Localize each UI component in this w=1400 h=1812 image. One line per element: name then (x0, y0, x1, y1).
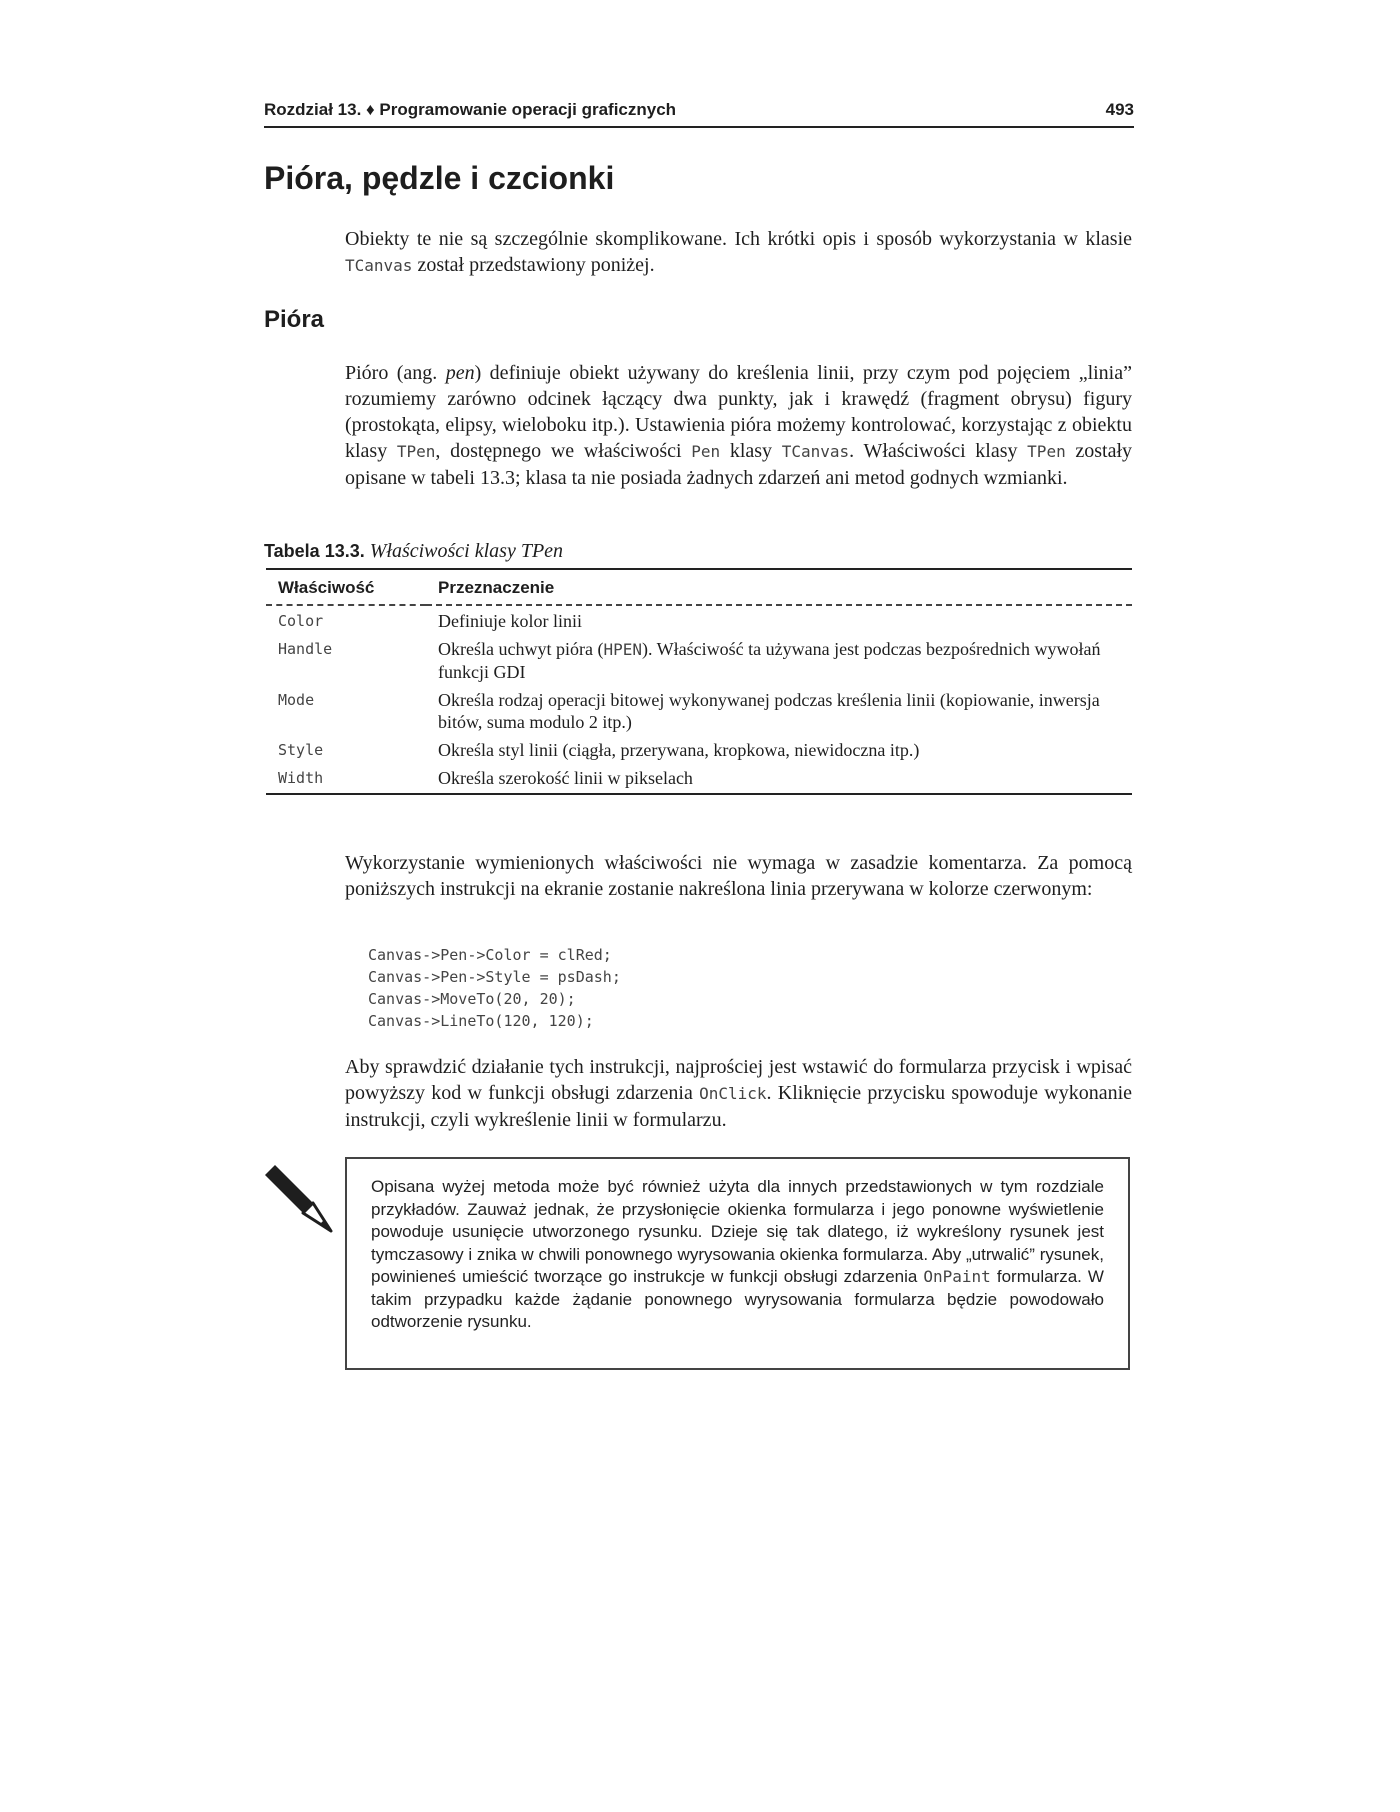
table-row (266, 605, 1132, 634)
column-header-purpose: Przeznaczenie (438, 578, 555, 597)
code-line: Canvas->MoveTo(20, 20); (368, 990, 576, 1008)
pencil-icon (263, 1163, 333, 1233)
table-row (266, 685, 1132, 735)
page-number: 493 (1105, 100, 1134, 119)
table-caption-label: Tabela 13.3. (264, 541, 365, 561)
paragraph-text: . Właściwości klasy (849, 440, 1028, 462)
table-row (266, 735, 1132, 763)
purpose-cell: Określa rodzaj operacji bitowej wykonywanej podczas kreślenia linii (kopiowanie, inwersja bitów, suma modulo 2 itp.) (438, 690, 1100, 732)
note-box (345, 1157, 1130, 1370)
paragraph-text: zostały opisane w tabeli 13.3; klasa ta nie posiada żadnych zdarzeń ani metod godnych wzmianki. (345, 440, 1133, 489)
note-text (371, 1176, 1104, 1334)
inline-code: Pen (691, 442, 721, 461)
paragraph-text: . Kliknięcie przycisku spowoduje wykonanie instrukcji, czyli wykreślenie linii w formularzu. (345, 1082, 1133, 1131)
table-row (266, 634, 1132, 685)
pen-paragraph (345, 360, 1132, 491)
after-table-paragraph: Wykorzystanie wymienionych właściwości nie wymaga w zasadzie komentarza. Za pomocą poniższych instrukcji na ekranie zostanie nakreślona linia przerywana w kolorze czerwonym: (345, 852, 1132, 900)
column-header-property: Właściwość (278, 578, 375, 597)
code-line: Canvas->Pen->Style = psDash; (368, 968, 621, 986)
note-text-part: formularza. W takim przypadku każde żądanie ponownego wyrysowania formularza będzie powodowało odtworzenie rysunku. (371, 1267, 1104, 1331)
inline-code: OnPaint (923, 1267, 991, 1286)
intro-paragraph (345, 226, 1132, 279)
intro-text: Obiekty te nie są szczególnie skomplikowane. Ich krótki opis i sposób wykorzystania w klasie (345, 228, 1132, 250)
purpose-cell: Definiuje kolor linii (438, 611, 582, 631)
purpose-cell: Określa styl linii (ciągła, przerywana, kropkowa, niewidoczna itp.) (438, 740, 920, 760)
purpose-cell: Określa szerokość linii w pikselach (438, 768, 693, 788)
table-caption-title: Właściwości klasy TPen (369, 540, 564, 562)
paragraph-text: Pióro (ang. (345, 362, 446, 384)
property-cell: Handle (278, 640, 333, 658)
note-text-part: Opisana wyżej metoda może być również użyta dla innych przedstawionych w tym rozdziale przykładów. Zauważ jednak, że przysłonięcie okienka formularza i jego ponowne wyświetlenie powoduje usunięcie utworzonego rysunku. Dzieje się tak dlatego, iż wykreślony rysunek jest tymczasowy i znika w chwili ponownego wyrysowania okienka formularza. Aby „utrwalić” rysunek, powinieneś umieścić tworzące go instrukcje w funkcji obsługi zdarzenia (371, 1177, 1104, 1286)
properties-table (266, 568, 1132, 795)
property-cell: Color (278, 612, 324, 630)
emphasis-text: pen (445, 362, 475, 384)
paragraph-text: klasy (720, 440, 782, 462)
inline-code: HPEN (603, 640, 642, 659)
inline-code: TCanvas (781, 442, 850, 461)
inline-code: TPen (396, 442, 436, 461)
code-line: Canvas->Pen->Color = clRed; (368, 946, 612, 964)
property-cell: Width (278, 769, 324, 787)
subsection-title: Pióra (264, 306, 325, 333)
inline-code: TCanvas (345, 256, 413, 275)
inline-code: TPen (1027, 442, 1066, 461)
running-header-chapter: Rozdział 13. ♦ Programowanie operacji graficznych (264, 100, 677, 119)
purpose-text: ). Właściwość ta używana jest podczas bezpośrednich wywołań funkcji GDI (438, 639, 1101, 682)
code-block (368, 944, 621, 1032)
property-cell: Mode (278, 691, 315, 709)
table-caption (264, 540, 563, 563)
section-title: Pióra, pędzle i czcionki (264, 160, 615, 196)
intro-text: został przedstawiony poniżej. (412, 254, 655, 276)
code-line: Canvas->LineTo(120, 120); (368, 1012, 594, 1030)
paragraph-text: ) definiuje obiekt używany do kreślenia linii, przy czym pod pojęciem „linia” rozumiemy zarówno odcinek łączący dwa punkty, jak i krawędź (fragment obrysu) figury (prostokąta, elipsy, wieloboku itp.). Ustawienia pióra możemy kontrolować, korzystając z obiektu klasy (345, 362, 1132, 462)
purpose-cell (426, 634, 1132, 685)
table-row (266, 763, 1132, 794)
paragraph-text: Aby sprawdzić działanie tych instrukcji, najprościej jest wstawić do formularza przycisk i wpisać powyższy kod w funkcji obsługi zdarzenia (345, 1056, 1132, 1104)
table-header-row (266, 569, 1132, 605)
paragraph-text: , dostępnego we właściwości (435, 440, 692, 462)
running-header (264, 100, 1134, 128)
after-code-paragraph (345, 1054, 1132, 1133)
inline-code: OnClick (699, 1084, 767, 1103)
purpose-text: Określa uchwyt pióra ( (438, 639, 604, 659)
property-cell: Style (278, 741, 324, 759)
